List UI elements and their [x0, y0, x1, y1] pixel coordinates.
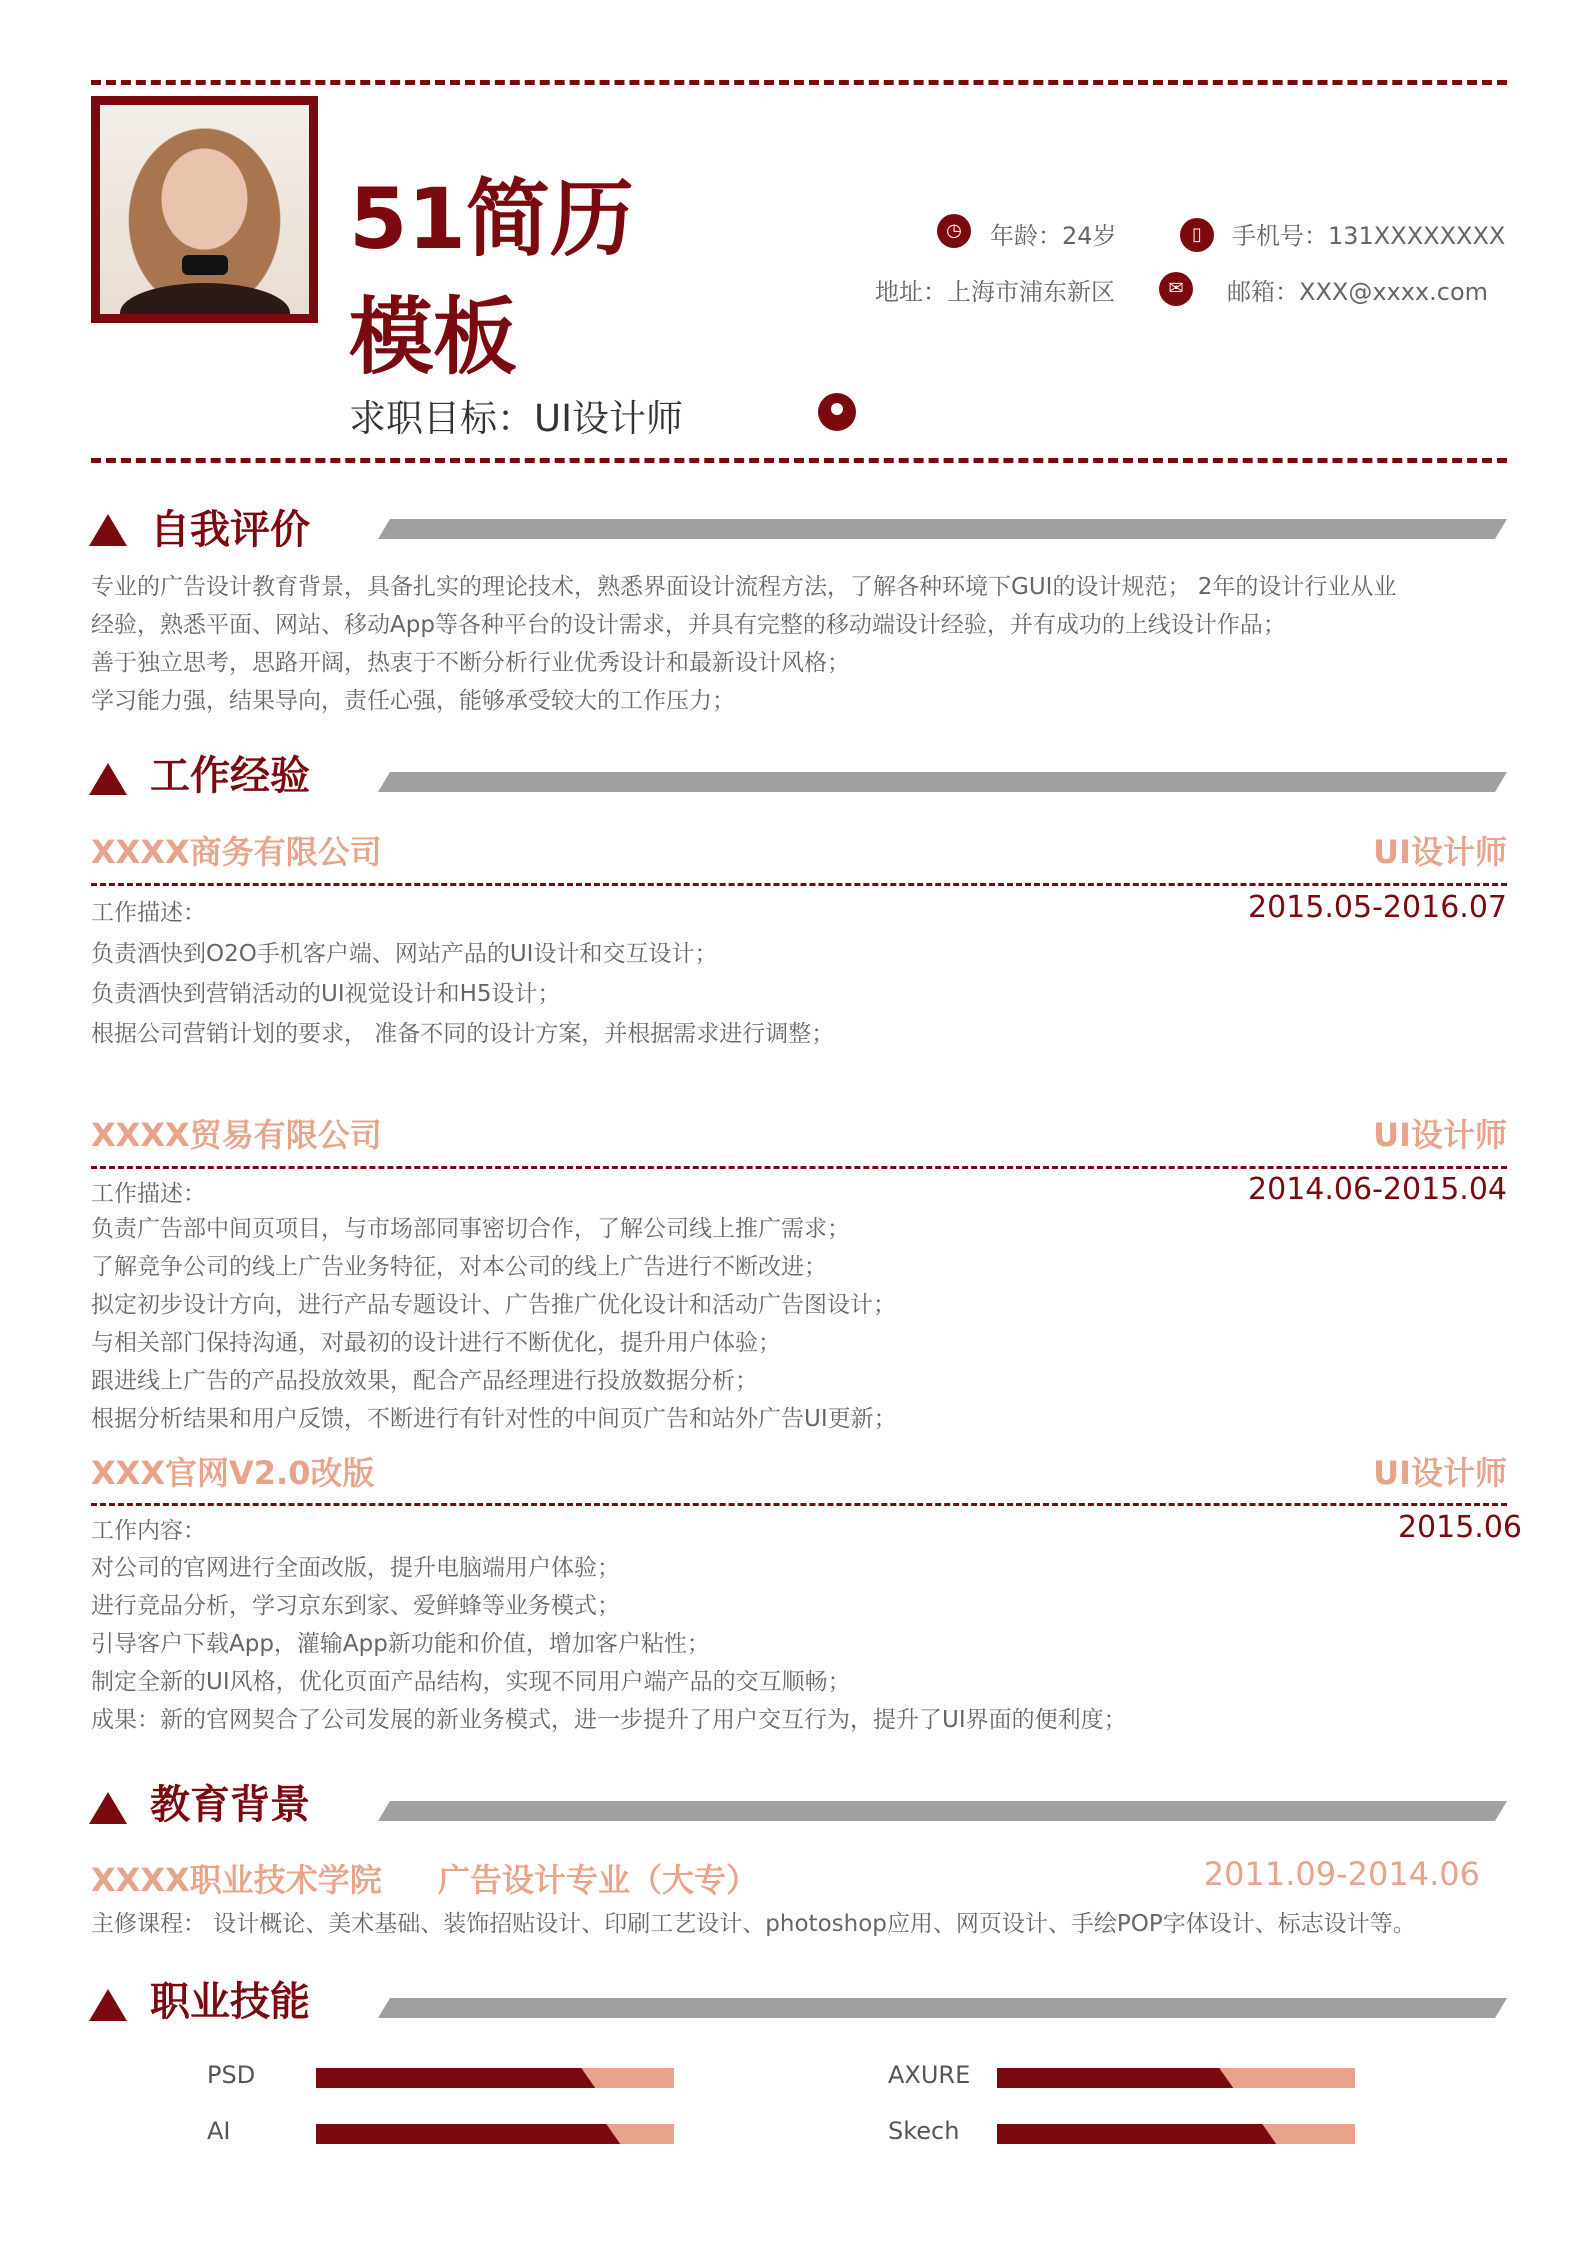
self-eval-line: 经验，熟悉平面、网站、移动App等各种平台的设计需求，并具有完整的移动端设计经验，并有成功的上线设计作品； — [91, 612, 1286, 638]
job-line: 制定全新的UI风格，优化页面产品结构，实现不同用户端产品的交互顺畅； — [91, 1669, 851, 1695]
job-role: UI设计师 — [1373, 1116, 1507, 1154]
clock-icon: ◷ — [937, 214, 971, 248]
job-divider — [91, 883, 1507, 886]
section-bar — [378, 772, 1507, 792]
job-line: 跟进线上广告的产品投放效果，配合产品经理进行投放数据分析； — [91, 1368, 758, 1394]
section-title-self-eval: 自我评价 — [150, 507, 310, 553]
edu-dates: 2011.09-2014.06 — [1203, 1855, 1480, 1893]
skill-label: AXURE — [888, 2061, 971, 2089]
resume-title-line1: 51简历 — [349, 170, 634, 268]
job-company: XXXX贸易有限公司 — [91, 1116, 382, 1154]
section-title-education: 教育背景 — [150, 1782, 310, 1828]
top-divider — [91, 80, 1507, 85]
location-pin-icon — [818, 393, 856, 431]
section-marker-icon — [89, 1792, 127, 1824]
skill-bar-fill — [316, 2124, 620, 2144]
job-line: 进行竞品分析，学习京东到家、爱鲜蜂等业务模式； — [91, 1593, 620, 1619]
email-text: 邮箱：XXX@xxxx.com — [1227, 278, 1489, 306]
edu-school: XXXX职业技术学院 — [91, 1861, 382, 1899]
phone-icon: ▯ — [1180, 218, 1214, 252]
section-bar — [378, 1801, 1507, 1821]
header-divider — [91, 458, 1507, 463]
section-bar — [378, 1998, 1507, 2018]
self-eval-line: 学习能力强，结果导向，责任心强，能够承受较大的工作压力； — [91, 688, 735, 714]
mail-icon: ✉ — [1159, 272, 1193, 306]
job-divider — [91, 1166, 1507, 1169]
self-eval-line: 善于独立思考，思路开阔，热衷于不断分析行业优秀设计和最新设计风格； — [91, 650, 850, 676]
skill-bar-fill — [997, 2124, 1276, 2144]
job-label: 工作描述： — [91, 1181, 206, 1207]
job-line: 对公司的官网进行全面改版，提升电脑端用户体验； — [91, 1555, 620, 1581]
job-line: 根据公司营销计划的要求， 准备不同的设计方案，并根据需求进行调整； — [91, 1021, 835, 1047]
resume-title-line2: 模板 — [349, 288, 518, 386]
skill-bar — [316, 2068, 674, 2088]
skill-bar-fill — [316, 2068, 595, 2088]
job-line: 引导客户下载App，灌输App新功能和价值，增加客户粘性； — [91, 1631, 710, 1657]
self-eval-line: 专业的广告设计教育背景，具备扎实的理论技术，熟悉界面设计流程方法，了解各种环境下GUI的设计规范； 2年的设计行业从业 — [91, 574, 1397, 600]
job-role: UI设计师 — [1373, 833, 1507, 871]
skill-bar-fill — [997, 2068, 1233, 2088]
job-line: 拟定初步设计方向，进行产品专题设计、广告推广优化设计和活动广告图设计； — [91, 1292, 896, 1318]
job-line: 负责酒快到O2O手机客户端、网站产品的UI设计和交互设计； — [91, 941, 718, 967]
skill-bar — [997, 2068, 1355, 2088]
job-line: 成果：新的官网契合了公司发展的新业务模式，进一步提升了用户交互行为，提升了UI界面的便利度； — [91, 1707, 1127, 1733]
age-text: 年龄：24岁 — [990, 222, 1117, 250]
skill-label: PSD — [207, 2061, 256, 2089]
job-line: 了解竞争公司的线上广告业务特征，对本公司的线上广告进行不断改进； — [91, 1254, 827, 1280]
job-dates: 2015.05-2016.07 — [1248, 890, 1507, 925]
job-objective: 求职目标：UI设计师 — [349, 397, 683, 440]
job-line: 负责酒快到营销活动的UI视觉设计和H5设计； — [91, 981, 561, 1007]
address-text: 地址：上海市浦东新区 — [875, 278, 1115, 306]
job-description — [91, 1210, 1491, 1438]
job-role: UI设计师 — [1373, 1454, 1507, 1492]
resume-title — [349, 160, 729, 396]
skill-label: Skech — [888, 2117, 960, 2145]
job-dates: 2015.06 — [1397, 1510, 1522, 1545]
job-company: XXX官网V2.0改版 — [91, 1454, 375, 1492]
section-title-work: 工作经验 — [150, 753, 310, 799]
job-description — [91, 934, 1491, 1054]
job-line: 与相关部门保持沟通，对最初的设计进行不断优化，提升用户体验； — [91, 1330, 781, 1356]
phone-text: 手机号：131XXXXXXXX — [1232, 222, 1506, 250]
section-marker-icon — [89, 514, 127, 546]
photo-choker — [182, 255, 228, 275]
job-line: 负责广告部中间页项目，与市场部同事密切合作，了解公司线上推广需求； — [91, 1216, 850, 1242]
section-marker-icon — [89, 1989, 127, 2021]
edu-major: 广告设计专业（大专） — [438, 1861, 759, 1899]
skill-bar — [316, 2124, 674, 2144]
job-label: 工作内容： — [91, 1518, 206, 1544]
skill-bar — [997, 2124, 1355, 2144]
job-company: XXXX商务有限公司 — [91, 833, 382, 871]
profile-photo-frame — [91, 96, 318, 323]
section-title-skills: 职业技能 — [150, 1979, 310, 2025]
section-bar — [378, 519, 1507, 539]
skill-label: AI — [207, 2117, 231, 2145]
section-marker-icon — [89, 763, 127, 795]
job-label: 工作描述： — [91, 900, 206, 926]
photo-shoulders — [120, 283, 290, 314]
profile-photo — [100, 105, 309, 314]
job-description — [91, 1549, 1491, 1739]
edu-courses: 主修课程： 设计概论、美术基础、装饰招贴设计、印刷工艺设计、photoshop应用、网页设计、手绘POP字体设计、标志设计等。 — [91, 1911, 1416, 1937]
self-eval-text — [91, 568, 1511, 720]
job-divider — [91, 1503, 1507, 1506]
job-line: 根据分析结果和用户反馈，不断进行有针对性的中间页广告和站外广告UI更新； — [91, 1406, 897, 1432]
job-dates: 2014.06-2015.04 — [1248, 1172, 1507, 1207]
